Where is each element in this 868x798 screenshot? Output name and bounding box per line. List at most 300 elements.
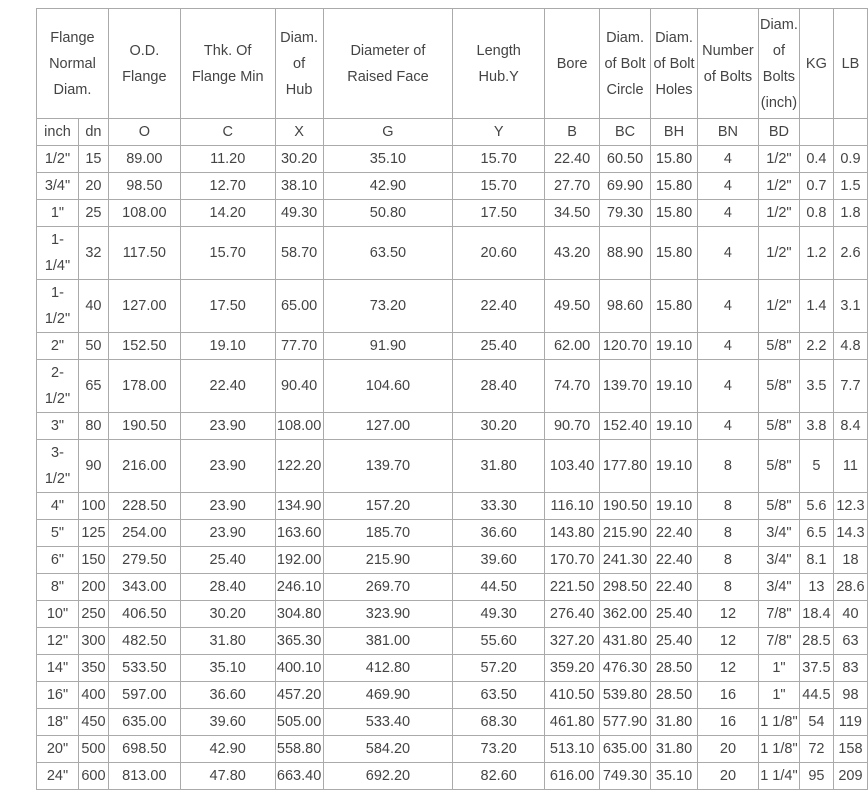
inch-cell <box>37 547 79 574</box>
table-cell: 359.20 <box>545 655 600 682</box>
header-line: Bore <box>556 55 588 72</box>
table-cell: 1" <box>758 682 799 709</box>
table-cell: 12 <box>697 628 758 655</box>
table-cell: 4 <box>697 333 758 360</box>
table-cell: 209 <box>833 763 867 790</box>
table-cell: 12.70 <box>180 173 275 200</box>
table-cell: 635.00 <box>600 736 651 763</box>
table-cell: 31.80 <box>180 628 275 655</box>
header-line: Circle <box>606 81 644 98</box>
symbol-cell: B <box>545 119 600 146</box>
table-cell: 65 <box>78 360 108 413</box>
table-cell: 1 1/8" <box>758 736 799 763</box>
table-cell: 44.50 <box>453 574 545 601</box>
table-cell: 63 <box>833 628 867 655</box>
table-cell: 11 <box>833 440 867 493</box>
table-cell: 90.70 <box>545 413 600 440</box>
table-cell: 254.00 <box>108 520 180 547</box>
inch-cell <box>37 682 79 709</box>
table-cell: 2.6 <box>833 227 867 280</box>
table-cell: 577.90 <box>600 709 651 736</box>
table-cell: 30.20 <box>275 146 323 173</box>
table-cell: 35.10 <box>323 146 453 173</box>
table-cell: 190.50 <box>600 493 651 520</box>
table-cell: 74.70 <box>545 360 600 413</box>
header-line: Diam. <box>280 29 319 46</box>
table-cell: 88.90 <box>600 227 651 280</box>
inch-line: 3/4" <box>44 178 71 194</box>
table-cell: 513.10 <box>545 736 600 763</box>
table-cell: 119 <box>833 709 867 736</box>
table-cell: 22.40 <box>180 360 275 413</box>
table-cell: 77.70 <box>275 333 323 360</box>
table-cell: 241.30 <box>600 547 651 574</box>
header-diam_bolts <box>758 9 799 119</box>
table-row <box>37 360 868 413</box>
table-cell: 533.40 <box>323 709 453 736</box>
table-cell: 19.10 <box>651 440 698 493</box>
table-cell: 406.50 <box>108 601 180 628</box>
table-cell: 476.30 <box>600 655 651 682</box>
table-cell: 1/2" <box>758 146 799 173</box>
table-cell: 3/4" <box>758 574 799 601</box>
table-cell: 116.10 <box>545 493 600 520</box>
table-cell: 49.30 <box>453 601 545 628</box>
table-cell: 40 <box>78 280 108 333</box>
table-cell: 457.20 <box>275 682 323 709</box>
table-cell: 90.40 <box>275 360 323 413</box>
table-cell: 11.20 <box>180 146 275 173</box>
table-cell: 91.90 <box>323 333 453 360</box>
header-line: LB <box>841 55 860 72</box>
inch-line: 1/2" <box>44 391 71 407</box>
table-cell: 8 <box>697 520 758 547</box>
table-row <box>37 413 868 440</box>
table-cell: 34.50 <box>545 200 600 227</box>
table-cell: 8 <box>697 493 758 520</box>
inch-cell <box>37 628 79 655</box>
table-row <box>37 709 868 736</box>
table-cell: 23.90 <box>180 413 275 440</box>
table-cell: 16 <box>697 709 758 736</box>
table-cell: 31.80 <box>651 736 698 763</box>
table-cell: 300 <box>78 628 108 655</box>
table-cell: 49.50 <box>545 280 600 333</box>
table-cell: 18.4 <box>799 601 833 628</box>
table-cell: 250 <box>78 601 108 628</box>
header-line: Flange Min <box>191 68 264 85</box>
header-line: Diam. <box>53 81 92 98</box>
table-cell: 25.40 <box>453 333 545 360</box>
table-cell: 19.10 <box>651 360 698 413</box>
table-cell: 36.60 <box>180 682 275 709</box>
inch-cell <box>37 574 79 601</box>
table-cell: 8 <box>697 574 758 601</box>
table-cell: 60.50 <box>600 146 651 173</box>
symbol-cell: BN <box>697 119 758 146</box>
table-cell: 69.90 <box>600 173 651 200</box>
table-cell: 362.00 <box>600 601 651 628</box>
header-lb <box>833 9 867 119</box>
table-cell: 122.20 <box>275 440 323 493</box>
table-cell: 42.90 <box>180 736 275 763</box>
table-cell: 749.30 <box>600 763 651 790</box>
table-cell: 1.8 <box>833 200 867 227</box>
inch-line: 4" <box>50 498 65 514</box>
table-cell: 12.3 <box>833 493 867 520</box>
table-cell: 323.90 <box>323 601 453 628</box>
table-cell: 1.4 <box>799 280 833 333</box>
table-row <box>37 601 868 628</box>
symbol-cell: X <box>275 119 323 146</box>
table-cell: 5/8" <box>758 440 799 493</box>
table-row <box>37 493 868 520</box>
table-cell: 28.40 <box>453 360 545 413</box>
table-cell: 215.90 <box>600 520 651 547</box>
table-cell: 16 <box>697 682 758 709</box>
symbol-cell: BH <box>651 119 698 146</box>
table-cell: 597.00 <box>108 682 180 709</box>
header-line: of Bolts <box>703 68 753 85</box>
table-cell: 157.20 <box>323 493 453 520</box>
table-cell: 19.10 <box>651 333 698 360</box>
header-line: Number <box>702 42 754 59</box>
table-cell: 3/4" <box>758 547 799 574</box>
inch-cell <box>37 493 79 520</box>
table-cell: 139.70 <box>323 440 453 493</box>
header-line: O.D. <box>129 42 160 59</box>
table-cell: 98 <box>833 682 867 709</box>
table-cell: 185.70 <box>323 520 453 547</box>
header-diam_hub <box>275 9 323 119</box>
table-cell: 15.80 <box>651 146 698 173</box>
table-cell: 246.10 <box>275 574 323 601</box>
table-cell: 170.70 <box>545 547 600 574</box>
table-cell: 95 <box>799 763 833 790</box>
table-cell: 40 <box>833 601 867 628</box>
table-cell: 19.10 <box>651 493 698 520</box>
table-cell: 178.00 <box>108 360 180 413</box>
inch-line: 10" <box>46 606 69 622</box>
symbol-cell <box>833 119 867 146</box>
table-cell: 30.20 <box>180 601 275 628</box>
table-cell: 25 <box>78 200 108 227</box>
table-cell: 200 <box>78 574 108 601</box>
table-cell: 190.50 <box>108 413 180 440</box>
table-cell: 28.6 <box>833 574 867 601</box>
table-cell: 117.50 <box>108 227 180 280</box>
table-cell: 450 <box>78 709 108 736</box>
table-cell: 62.00 <box>545 333 600 360</box>
table-cell: 30.20 <box>453 413 545 440</box>
header-diam_bolt_circle <box>600 9 651 119</box>
table-cell: 327.20 <box>545 628 600 655</box>
symbol-cell: BD <box>758 119 799 146</box>
inch-cell <box>37 413 79 440</box>
table-cell: 5 <box>799 440 833 493</box>
table-cell: 298.50 <box>600 574 651 601</box>
inch-line: 14" <box>46 660 69 676</box>
table-cell: 50.80 <box>323 200 453 227</box>
table-cell: 22.40 <box>651 520 698 547</box>
table-cell: 125 <box>78 520 108 547</box>
table-cell: 15.70 <box>453 146 545 173</box>
table-cell: 4 <box>697 146 758 173</box>
table-cell: 73.20 <box>453 736 545 763</box>
table-cell: 25.40 <box>651 628 698 655</box>
table-row <box>37 574 868 601</box>
table-cell: 539.80 <box>600 682 651 709</box>
table-row <box>37 655 868 682</box>
table-cell: 127.00 <box>323 413 453 440</box>
table-cell: 63.50 <box>323 227 453 280</box>
header-line: Flange <box>50 29 95 46</box>
table-cell: 813.00 <box>108 763 180 790</box>
table-cell: 98.50 <box>108 173 180 200</box>
inch-cell <box>37 655 79 682</box>
inch-cell <box>37 520 79 547</box>
table-cell: 55.60 <box>453 628 545 655</box>
header-bore <box>545 9 600 119</box>
table-cell: 4 <box>697 200 758 227</box>
flange-dimensions-table <box>36 8 868 790</box>
symbol-cell: Y <box>453 119 545 146</box>
table-cell: 22.40 <box>651 547 698 574</box>
table-row <box>37 333 868 360</box>
inch-line: 1/2" <box>44 471 71 487</box>
header-line: Bolts <box>762 68 796 85</box>
table-cell: 80 <box>78 413 108 440</box>
table-cell: 2.2 <box>799 333 833 360</box>
table-cell: 533.50 <box>108 655 180 682</box>
table-cell: 1/2" <box>758 227 799 280</box>
table-cell: 152.40 <box>600 413 651 440</box>
inch-cell <box>37 333 79 360</box>
header-number_bolts <box>697 9 758 119</box>
table-cell: 410.50 <box>545 682 600 709</box>
table-cell: 269.70 <box>323 574 453 601</box>
table-cell: 5/8" <box>758 333 799 360</box>
inch-cell <box>37 200 79 227</box>
header-line: of Bolt <box>653 55 695 72</box>
table-cell: 54 <box>799 709 833 736</box>
table-cell: 108.00 <box>108 200 180 227</box>
inch-line: 24" <box>46 768 69 784</box>
table-cell: 143.80 <box>545 520 600 547</box>
table-cell: 18 <box>833 547 867 574</box>
table-cell: 15.80 <box>651 227 698 280</box>
table-cell: 400.10 <box>275 655 323 682</box>
table-row <box>37 173 868 200</box>
table-cell: 39.60 <box>453 547 545 574</box>
header-line: of <box>772 42 785 59</box>
table-cell: 350 <box>78 655 108 682</box>
table-cell: 482.50 <box>108 628 180 655</box>
table-cell: 73.20 <box>323 280 453 333</box>
table-cell: 20 <box>697 763 758 790</box>
inch-line: 1/4" <box>44 258 71 274</box>
table-cell: 57.20 <box>453 655 545 682</box>
header-line: (inch) <box>760 94 798 111</box>
inch-cell <box>37 440 79 493</box>
table-cell: 152.50 <box>108 333 180 360</box>
table-cell: 5/8" <box>758 360 799 413</box>
table-cell: 28.5 <box>799 628 833 655</box>
table-cell: 33.30 <box>453 493 545 520</box>
table-cell: 120.70 <box>600 333 651 360</box>
table-cell: 3.8 <box>799 413 833 440</box>
table-cell: 1/2" <box>758 280 799 333</box>
table-cell: 37.5 <box>799 655 833 682</box>
table-cell: 23.90 <box>180 493 275 520</box>
table-cell: 1" <box>758 655 799 682</box>
symbol-cell: dn <box>78 119 108 146</box>
header-length_hub <box>453 9 545 119</box>
table-cell: 28.40 <box>180 574 275 601</box>
table-cell: 15.80 <box>651 173 698 200</box>
table-cell: 32 <box>78 227 108 280</box>
table-cell: 0.9 <box>833 146 867 173</box>
table-cell: 7.7 <box>833 360 867 413</box>
table-cell: 23.90 <box>180 520 275 547</box>
table-row <box>37 763 868 790</box>
table-cell: 89.00 <box>108 146 180 173</box>
table-cell: 35.10 <box>651 763 698 790</box>
symbol-cell: inch <box>37 119 79 146</box>
table-row <box>37 682 868 709</box>
table-cell: 15.80 <box>651 200 698 227</box>
table-cell: 63.50 <box>453 682 545 709</box>
symbol-cell: C <box>180 119 275 146</box>
table-cell: 25.40 <box>651 601 698 628</box>
header-line: Normal <box>49 55 96 72</box>
header-line: Hub <box>285 81 313 98</box>
table-cell: 228.50 <box>108 493 180 520</box>
table-cell: 27.70 <box>545 173 600 200</box>
table-cell: 42.90 <box>323 173 453 200</box>
table-cell: 500 <box>78 736 108 763</box>
table-cell: 1 1/8" <box>758 709 799 736</box>
table-cell: 8.1 <box>799 547 833 574</box>
table-cell: 83 <box>833 655 867 682</box>
inch-line: 20" <box>46 741 69 757</box>
table-cell: 12 <box>697 655 758 682</box>
table-cell: 3/4" <box>758 520 799 547</box>
inch-line: 3- <box>51 445 64 461</box>
table-row <box>37 440 868 493</box>
inch-cell <box>37 360 79 413</box>
inch-line: 16" <box>46 687 69 703</box>
symbol-cell <box>799 119 833 146</box>
table-cell: 31.80 <box>651 709 698 736</box>
table-cell: 7/8" <box>758 601 799 628</box>
table-cell: 616.00 <box>545 763 600 790</box>
table-cell: 28.50 <box>651 655 698 682</box>
table-row <box>37 736 868 763</box>
table-cell: 14.3 <box>833 520 867 547</box>
table-cell: 15.80 <box>651 280 698 333</box>
table-cell: 365.30 <box>275 628 323 655</box>
header-line: KG <box>805 55 827 72</box>
table-cell: 5.6 <box>799 493 833 520</box>
table-cell: 15.70 <box>180 227 275 280</box>
table-cell: 469.90 <box>323 682 453 709</box>
inch-line: 3" <box>50 418 65 434</box>
table-cell: 4 <box>697 280 758 333</box>
inch-cell <box>37 763 79 790</box>
table-cell: 79.30 <box>600 200 651 227</box>
header-line: of Bolt <box>604 55 646 72</box>
inch-line: 1/2" <box>44 151 71 167</box>
table-cell: 8.4 <box>833 413 867 440</box>
table-cell: 192.00 <box>275 547 323 574</box>
table-cell: 104.60 <box>323 360 453 413</box>
table-cell: 5/8" <box>758 413 799 440</box>
header-diam_raised_face <box>323 9 453 119</box>
table-row <box>37 280 868 333</box>
table-row <box>37 146 868 173</box>
inch-line: 6" <box>50 552 65 568</box>
table-cell: 15.70 <box>453 173 545 200</box>
table-cell: 82.60 <box>453 763 545 790</box>
header-kg <box>799 9 833 119</box>
table-cell: 72 <box>799 736 833 763</box>
table-cell: 0.8 <box>799 200 833 227</box>
inch-line: 1" <box>50 205 65 221</box>
header-row <box>37 9 868 119</box>
table-cell: 4 <box>697 173 758 200</box>
inch-line: 18" <box>46 714 69 730</box>
table-cell: 49.30 <box>275 200 323 227</box>
table-row <box>37 200 868 227</box>
table-cell: 3.5 <box>799 360 833 413</box>
table-cell: 216.00 <box>108 440 180 493</box>
inch-cell <box>37 173 79 200</box>
table-cell: 163.60 <box>275 520 323 547</box>
table-cell: 25.40 <box>180 547 275 574</box>
table-cell: 5/8" <box>758 493 799 520</box>
table-cell: 276.40 <box>545 601 600 628</box>
table-cell: 304.80 <box>275 601 323 628</box>
table-cell: 584.20 <box>323 736 453 763</box>
table-cell: 4.8 <box>833 333 867 360</box>
table-cell: 134.90 <box>275 493 323 520</box>
table-cell: 279.50 <box>108 547 180 574</box>
table-cell: 65.00 <box>275 280 323 333</box>
table-cell: 19.10 <box>651 413 698 440</box>
table-cell: 6.5 <box>799 520 833 547</box>
table-cell: 431.80 <box>600 628 651 655</box>
table-cell: 698.50 <box>108 736 180 763</box>
table-cell: 1/2" <box>758 173 799 200</box>
header-line: Diam. <box>759 16 798 33</box>
table-cell: 90 <box>78 440 108 493</box>
table-row <box>37 520 868 547</box>
inch-cell <box>37 280 79 333</box>
header-line: Thk. Of <box>203 42 252 59</box>
symbol-cell: G <box>323 119 453 146</box>
table-row <box>37 227 868 280</box>
inch-line: 1- <box>51 285 64 301</box>
header-line: Hub.Y <box>478 68 519 85</box>
table-cell: 19.10 <box>180 333 275 360</box>
header-line: Diameter of <box>350 42 426 59</box>
table-cell: 663.40 <box>275 763 323 790</box>
table-cell: 1 1/4" <box>758 763 799 790</box>
table-row <box>37 547 868 574</box>
table-cell: 22.40 <box>545 146 600 173</box>
inch-line: 2" <box>50 338 65 354</box>
